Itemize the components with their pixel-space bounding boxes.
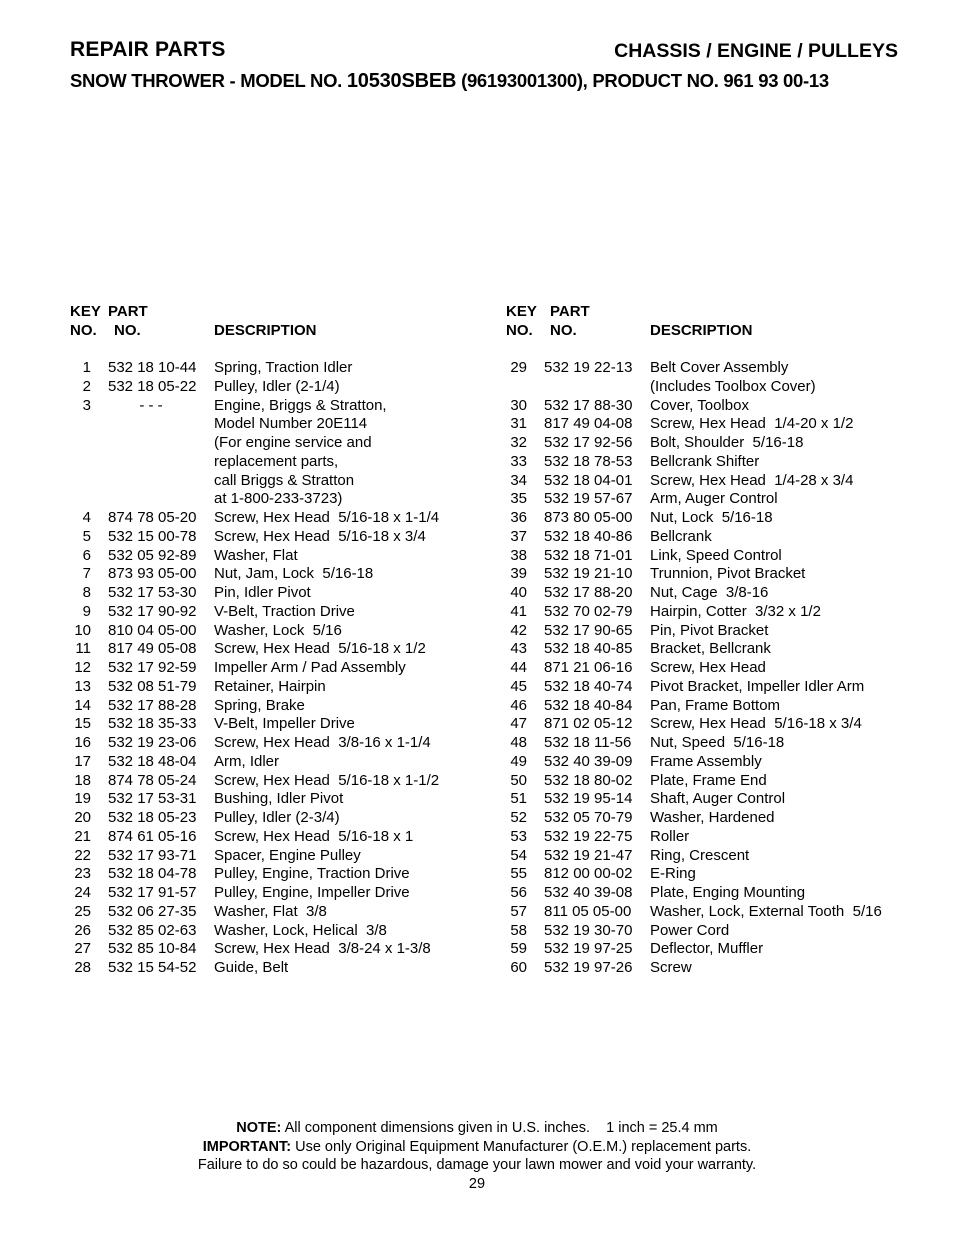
part-description: Bellcrank Shifter <box>650 452 760 470</box>
part-description: Screw, Hex Head 5/16-18 x 3/4 <box>214 527 426 545</box>
part-description: Model Number 20E114 <box>214 415 368 433</box>
key-number: 58 <box>510 921 527 939</box>
part-number: 532 19 30-70 <box>544 921 633 939</box>
part-number: 532 19 97-26 <box>544 959 633 976</box>
key-number: 46 <box>510 696 527 714</box>
section-subtitle: CHASSIS / ENGINE / PULLEYS <box>614 40 898 62</box>
important-line <box>0 1138 954 1157</box>
part-description: E-Ring <box>650 865 696 883</box>
header-key-top: KEY <box>506 303 537 320</box>
key-number: 31 <box>510 415 527 433</box>
part-description: Plate, Frame End <box>650 771 767 789</box>
part-description: Pulley, Engine, Traction Drive <box>214 865 410 883</box>
header-key-top: KEY <box>70 303 101 320</box>
model-suffix: (96193001300), PRODUCT NO. 961 93 00-13 <box>461 70 829 91</box>
part-number: 532 18 35-33 <box>108 715 197 733</box>
part-number: 532 18 04-78 <box>108 865 197 883</box>
key-number: 7 <box>82 565 91 583</box>
part-number: 874 61 05-16 <box>108 827 197 845</box>
part-description: Screw, Hex Head 3/8-24 x 1-3/8 <box>214 940 431 958</box>
note-text: All component dimensions given in U.S. inches. 1 inch = 25.4 mm <box>284 1120 718 1136</box>
part-description: Screw, Hex Head 5/16-18 x 1/2 <box>214 640 426 658</box>
part-description: Washer, Lock 5/16 <box>214 621 342 639</box>
key-number: 19 <box>74 790 91 808</box>
part-number: 532 19 23-06 <box>108 734 197 751</box>
part-description: Pin, Idler Pivot <box>214 584 311 601</box>
key-number: 18 <box>74 771 91 789</box>
part-description: (Includes Toolbox Cover) <box>650 377 816 395</box>
part-number: 532 18 40-74 <box>544 677 633 695</box>
part-description: Nut, Jam, Lock 5/16-18 <box>214 565 374 583</box>
header-part-bottom: NO. <box>114 322 141 339</box>
part-description: Arm, Idler <box>214 752 280 770</box>
note-line <box>0 1119 954 1138</box>
key-number: 40 <box>510 584 527 601</box>
part-description: Link, Speed Control <box>650 546 782 564</box>
part-number: 532 40 39-09 <box>544 752 633 770</box>
key-number: 48 <box>510 734 527 751</box>
part-number: 532 18 78-53 <box>544 452 633 470</box>
key-number: 50 <box>510 771 527 789</box>
part-description: at 1-800-233-3723) <box>214 490 343 508</box>
key-number: 20 <box>74 809 91 826</box>
important-label: IMPORTANT: <box>202 1138 292 1155</box>
part-description: Guide, Belt <box>214 959 289 976</box>
key-number: 52 <box>510 809 527 826</box>
part-description: Bellcrank <box>650 527 712 545</box>
key-number: 56 <box>510 884 527 901</box>
part-description: Deflector, Muffler <box>650 940 764 958</box>
part-description: V-Belt, Traction Drive <box>214 602 355 620</box>
part-description: Engine, Briggs & Stratton, <box>214 396 387 414</box>
part-description: call Briggs & Stratton <box>214 471 355 489</box>
key-number: 30 <box>510 396 527 414</box>
header-part-top: PART <box>550 303 590 320</box>
part-description: replacement parts, <box>214 452 339 470</box>
part-description: Roller <box>650 827 690 845</box>
part-number: 532 17 91-57 <box>108 884 197 901</box>
part-description: Nut, Speed 5/16-18 <box>650 734 785 751</box>
part-number: 810 04 05-00 <box>108 621 197 639</box>
key-number: 51 <box>510 790 527 808</box>
part-description: Screw, Hex Head 1/4-20 x 1/2 <box>650 415 854 433</box>
part-number: 532 17 90-65 <box>544 621 633 639</box>
page-number: 29 <box>468 1175 486 1192</box>
part-number: 873 80 05-00 <box>544 509 633 526</box>
key-number: 53 <box>510 827 527 845</box>
part-number: 871 21 06-16 <box>544 659 633 676</box>
part-number: 811 05 05-00 <box>544 902 632 920</box>
key-number: 44 <box>510 659 527 676</box>
part-number: 532 18 04-01 <box>544 471 633 489</box>
part-description: Retainer, Hairpin <box>214 677 326 695</box>
part-number: 532 17 53-31 <box>108 790 197 808</box>
key-number: 13 <box>74 677 91 695</box>
part-description: Impeller Arm / Pad Assembly <box>214 659 406 676</box>
part-number: 532 85 02-63 <box>108 921 197 939</box>
part-number: 817 49 04-08 <box>544 415 633 433</box>
model-prefix: SNOW THROWER - MODEL NO. <box>70 70 342 91</box>
key-number: 34 <box>510 471 527 489</box>
key-number: 45 <box>510 677 527 695</box>
key-number: 5 <box>82 527 91 545</box>
key-number: 35 <box>510 490 527 508</box>
part-description: Washer, Lock, External Tooth 5/16 <box>650 902 882 920</box>
part-description: Trunnion, Pivot Bracket <box>650 565 806 583</box>
key-number: 4 <box>82 509 91 526</box>
part-description: Hairpin, Cotter 3/32 x 1/2 <box>650 602 821 620</box>
part-number: 532 19 97-25 <box>544 940 633 958</box>
part-description: Power Cord <box>650 921 730 939</box>
part-number: 532 18 48-04 <box>108 752 197 770</box>
part-number: 532 19 21-10 <box>544 565 633 583</box>
part-number: 532 70 02-79 <box>544 602 633 620</box>
part-number: 532 15 00-78 <box>108 527 197 545</box>
part-number: 532 19 57-67 <box>544 490 633 508</box>
key-number: 49 <box>510 752 527 770</box>
key-number: 43 <box>510 640 527 658</box>
part-number: 532 17 92-56 <box>544 434 633 451</box>
part-number: 532 15 54-52 <box>108 959 197 976</box>
key-number: 41 <box>510 602 527 620</box>
part-description: Bolt, Shoulder 5/16-18 <box>650 434 804 451</box>
key-number: 57 <box>510 902 527 920</box>
part-number: 532 19 95-14 <box>544 790 633 808</box>
key-number: 33 <box>510 452 527 470</box>
part-description: Pivot Bracket, Impeller Idler Arm <box>650 677 865 695</box>
part-description: Washer, Flat 3/8 <box>214 902 327 920</box>
part-number: 532 05 70-79 <box>544 809 633 826</box>
key-number: 24 <box>74 884 91 901</box>
key-number: 55 <box>510 865 527 883</box>
part-description: Screw, Hex Head 5/16-18 x 3/4 <box>650 715 862 733</box>
key-number: 59 <box>510 940 527 958</box>
key-number: 12 <box>74 659 91 676</box>
part-number: 532 08 51-79 <box>108 677 197 695</box>
key-number: 21 <box>74 827 91 845</box>
part-number: 532 18 40-84 <box>544 696 633 714</box>
part-number: 532 19 22-13 <box>544 359 633 376</box>
part-number: 532 17 92-59 <box>108 659 197 676</box>
key-number: 25 <box>74 902 91 920</box>
part-description: Pulley, Idler (2-3/4) <box>214 809 340 826</box>
key-number: 9 <box>82 602 91 620</box>
part-description: Pan, Frame Bottom <box>650 696 781 714</box>
part-number: 532 17 93-71 <box>108 846 197 864</box>
part-description: Spring, Traction Idler <box>214 359 353 376</box>
key-number: 3 <box>82 396 91 414</box>
header-description: DESCRIPTION <box>214 322 317 339</box>
header-key-bottom: NO. <box>506 322 533 339</box>
part-description: V-Belt, Impeller Drive <box>214 715 355 733</box>
part-description: Screw, Hex Head 1/4-28 x 3/4 <box>650 471 854 489</box>
key-number: 2 <box>82 377 91 395</box>
part-number: 874 78 05-20 <box>108 509 197 526</box>
model-line <box>70 70 829 93</box>
part-description: Bushing, Idler Pivot <box>214 790 344 808</box>
part-description: Arm, Auger Control <box>650 490 778 508</box>
part-description: Screw <box>650 959 692 976</box>
key-number: 15 <box>74 715 91 733</box>
key-number: 37 <box>510 527 527 545</box>
page-footer <box>0 1119 954 1193</box>
part-description: Washer, Flat <box>214 546 298 564</box>
part-number: 532 18 40-86 <box>544 527 633 545</box>
key-number: 32 <box>510 434 527 451</box>
key-number: 6 <box>82 546 91 564</box>
part-description: Pin, Pivot Bracket <box>650 621 769 639</box>
part-number: 532 18 05-23 <box>108 809 197 826</box>
part-number: 532 18 05-22 <box>108 377 197 395</box>
part-number: 532 19 22-75 <box>544 827 633 845</box>
part-number: 532 17 88-20 <box>544 584 633 601</box>
part-description: Pulley, Engine, Impeller Drive <box>214 884 410 901</box>
part-number: 873 93 05-00 <box>108 565 197 583</box>
part-number: 817 49 05-08 <box>108 640 197 658</box>
key-number: 28 <box>74 959 91 976</box>
part-description: (For engine service and <box>214 434 372 451</box>
part-description: Pulley, Idler (2-1/4) <box>214 377 340 395</box>
key-number: 14 <box>74 696 91 714</box>
part-number: 871 02 05-12 <box>544 715 633 733</box>
part-description: Nut, Lock 5/16-18 <box>650 509 773 526</box>
key-number: 22 <box>74 846 91 864</box>
part-number: 532 17 53-30 <box>108 584 197 601</box>
part-description: Bracket, Bellcrank <box>650 640 771 658</box>
part-number: 532 06 27-35 <box>108 902 197 920</box>
part-number: 532 17 90-92 <box>108 602 197 620</box>
key-number: 17 <box>74 752 91 770</box>
part-number: 532 17 88-30 <box>544 396 633 414</box>
part-description: Nut, Cage 3/8-16 <box>650 584 769 601</box>
part-number: 532 18 11-56 <box>544 734 632 751</box>
part-description: Screw, Hex Head 5/16-18 x 1-1/2 <box>214 771 440 789</box>
part-description: Spring, Brake <box>214 696 305 714</box>
part-description: Cover, Toolbox <box>650 396 749 414</box>
header-key-bottom: NO. <box>70 322 97 339</box>
part-description: Screw, Hex Head 5/16-18 x 1 <box>214 827 414 845</box>
key-number: 1 <box>82 359 91 376</box>
section-title: REPAIR PARTS <box>70 38 226 61</box>
warning-text: Failure to do so could be hazardous, damage your lawn mower and void your warranty. <box>197 1157 757 1174</box>
header-part-top: PART <box>108 303 148 320</box>
part-description: Washer, Hardened <box>650 809 775 826</box>
key-number: 8 <box>82 584 91 601</box>
key-number: 10 <box>74 621 91 639</box>
part-description: Screw, Hex Head 5/16-18 x 1-1/4 <box>214 509 440 526</box>
part-number: 532 17 88-28 <box>108 696 197 714</box>
part-number: 874 78 05-24 <box>108 771 197 789</box>
key-number: 54 <box>510 846 527 864</box>
part-description: Plate, Enging Mounting <box>650 884 806 901</box>
key-number: 27 <box>74 940 91 958</box>
key-number: 11 <box>75 640 91 658</box>
key-number: 29 <box>510 359 527 376</box>
header-description: DESCRIPTION <box>650 322 753 339</box>
part-number: 532 85 10-84 <box>108 940 197 958</box>
part-description: Screw, Hex Head <box>650 659 766 676</box>
note-label: NOTE: <box>236 1120 282 1136</box>
key-number: 38 <box>510 546 527 564</box>
part-description: Spacer, Engine Pulley <box>214 846 361 864</box>
part-number: - - - <box>139 396 163 414</box>
part-description: Ring, Crescent <box>650 846 750 864</box>
part-description: Belt Cover Assembly <box>650 359 789 376</box>
key-number: 42 <box>510 621 527 639</box>
part-description: Shaft, Auger Control <box>650 790 786 808</box>
key-number: 39 <box>510 565 527 583</box>
part-number: 532 18 10-44 <box>108 359 197 376</box>
key-number: 47 <box>510 715 527 733</box>
part-number: 532 18 40-85 <box>544 640 633 658</box>
part-number: 532 18 80-02 <box>544 771 633 789</box>
part-number: 812 00 00-02 <box>544 865 633 883</box>
key-number: 23 <box>74 865 91 883</box>
part-number: 532 05 92-89 <box>108 546 197 564</box>
part-description: Screw, Hex Head 3/8-16 x 1-1/4 <box>214 734 431 751</box>
part-number: 532 18 71-01 <box>544 546 633 564</box>
part-description: Frame Assembly <box>650 752 762 770</box>
part-number: 532 19 21-47 <box>544 846 633 864</box>
key-number: 60 <box>510 959 527 976</box>
key-number: 26 <box>74 921 91 939</box>
header-part-bottom: NO. <box>550 322 577 339</box>
part-number: 532 40 39-08 <box>544 884 633 901</box>
model-number: 10530SBEB <box>346 70 457 92</box>
key-number: 16 <box>74 734 91 751</box>
important-text: Use only Original Equipment Manufacturer (O.E.M.) replacement parts. <box>295 1138 752 1155</box>
part-description: Washer, Lock, Helical 3/8 <box>214 921 387 939</box>
key-number: 36 <box>510 509 527 526</box>
